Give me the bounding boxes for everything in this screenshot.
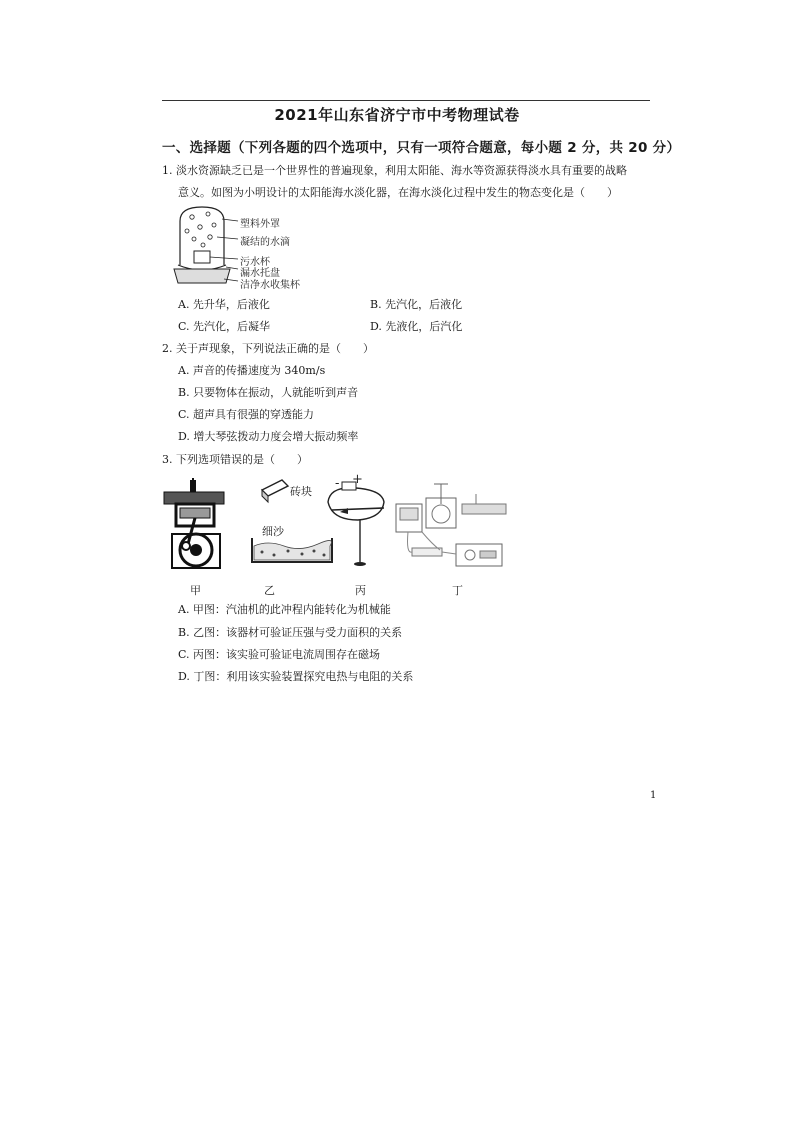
q2-option-d[interactable]: D. 增大琴弦拨动力度会增大振动频率 bbox=[178, 430, 359, 443]
electric-heat-apparatus-figure bbox=[392, 474, 510, 578]
q2-option-b[interactable]: B. 只要物体在振动，人就能听到声音 bbox=[178, 386, 359, 399]
q1-stem-line1: 1. 淡水资源缺乏已是一个世界性的普遍现象，利用太阳能、海水等资源获得淡水具有重要的战略 bbox=[162, 164, 627, 177]
page-number: 1 bbox=[650, 790, 657, 801]
fig-label-bing: 丙 bbox=[355, 584, 366, 597]
label-condensed-droplets: 凝结的水滴 bbox=[240, 237, 290, 248]
oersted-figure bbox=[322, 478, 392, 570]
q1-option-a[interactable]: A. 先升华，后液化 bbox=[178, 298, 270, 311]
label-plastic-cover: 塑料外罩 bbox=[240, 219, 280, 230]
label-clean-water-cup: 洁净水收集杯 bbox=[240, 280, 300, 291]
q1-option-d[interactable]: D. 先液化，后汽化 bbox=[370, 320, 463, 333]
q3-stem: 3. 下列选项错误的是（ ） bbox=[162, 453, 308, 466]
fig-label-ding: 丁 bbox=[452, 584, 463, 597]
q3-option-c[interactable]: C. 丙图：该实验可验证电流周围存在磁场 bbox=[178, 648, 381, 661]
q1-option-b[interactable]: B. 先汽化，后液化 bbox=[370, 298, 463, 311]
header-rule bbox=[162, 100, 650, 101]
desalinator-figure bbox=[172, 203, 242, 293]
sand-label: 细沙 bbox=[262, 525, 284, 538]
label-leak-tray: 漏水托盘 bbox=[240, 268, 280, 279]
q3-option-a[interactable]: A. 甲图：汽油机的此冲程内能转化为机械能 bbox=[178, 603, 391, 616]
q1-option-c[interactable]: C. 先汽化，后凝华 bbox=[178, 320, 271, 333]
q1-stem-line2: 意义。如图为小明设计的太阳能海水淡化器，在海水淡化过程中发生的物态变化是（ ） bbox=[178, 186, 618, 199]
q3-option-d[interactable]: D. 丁图：利用该实验装置探究电热与电阻的关系 bbox=[178, 670, 414, 683]
plus-sign: + bbox=[352, 472, 363, 487]
fig-label-jia: 甲 bbox=[190, 584, 201, 597]
engine-figure bbox=[160, 478, 232, 570]
brick-label: 砖块 bbox=[290, 485, 312, 498]
section-heading: 一、选择题（下列各题的四个选项中，只有一项符合题意，每小题 2 分，共 20 分） bbox=[162, 140, 681, 156]
q2-option-a[interactable]: A. 声音的传播速度为 340m/s bbox=[178, 364, 326, 377]
label-dirty-water-cup: 污水杯 bbox=[240, 257, 270, 268]
q2-option-c[interactable]: C. 超声具有很强的穿透能力 bbox=[178, 408, 315, 421]
q3-option-b[interactable]: B. 乙图：该器材可验证压强与受力面积的关系 bbox=[178, 626, 403, 639]
minus-sign: - bbox=[335, 476, 340, 491]
q2-stem: 2. 关于声现象，下列说法正确的是（ ） bbox=[162, 342, 374, 355]
fig-label-yi: 乙 bbox=[264, 584, 275, 597]
exam-title: 2021年山东省济宁市中考物理试卷 bbox=[274, 106, 520, 124]
